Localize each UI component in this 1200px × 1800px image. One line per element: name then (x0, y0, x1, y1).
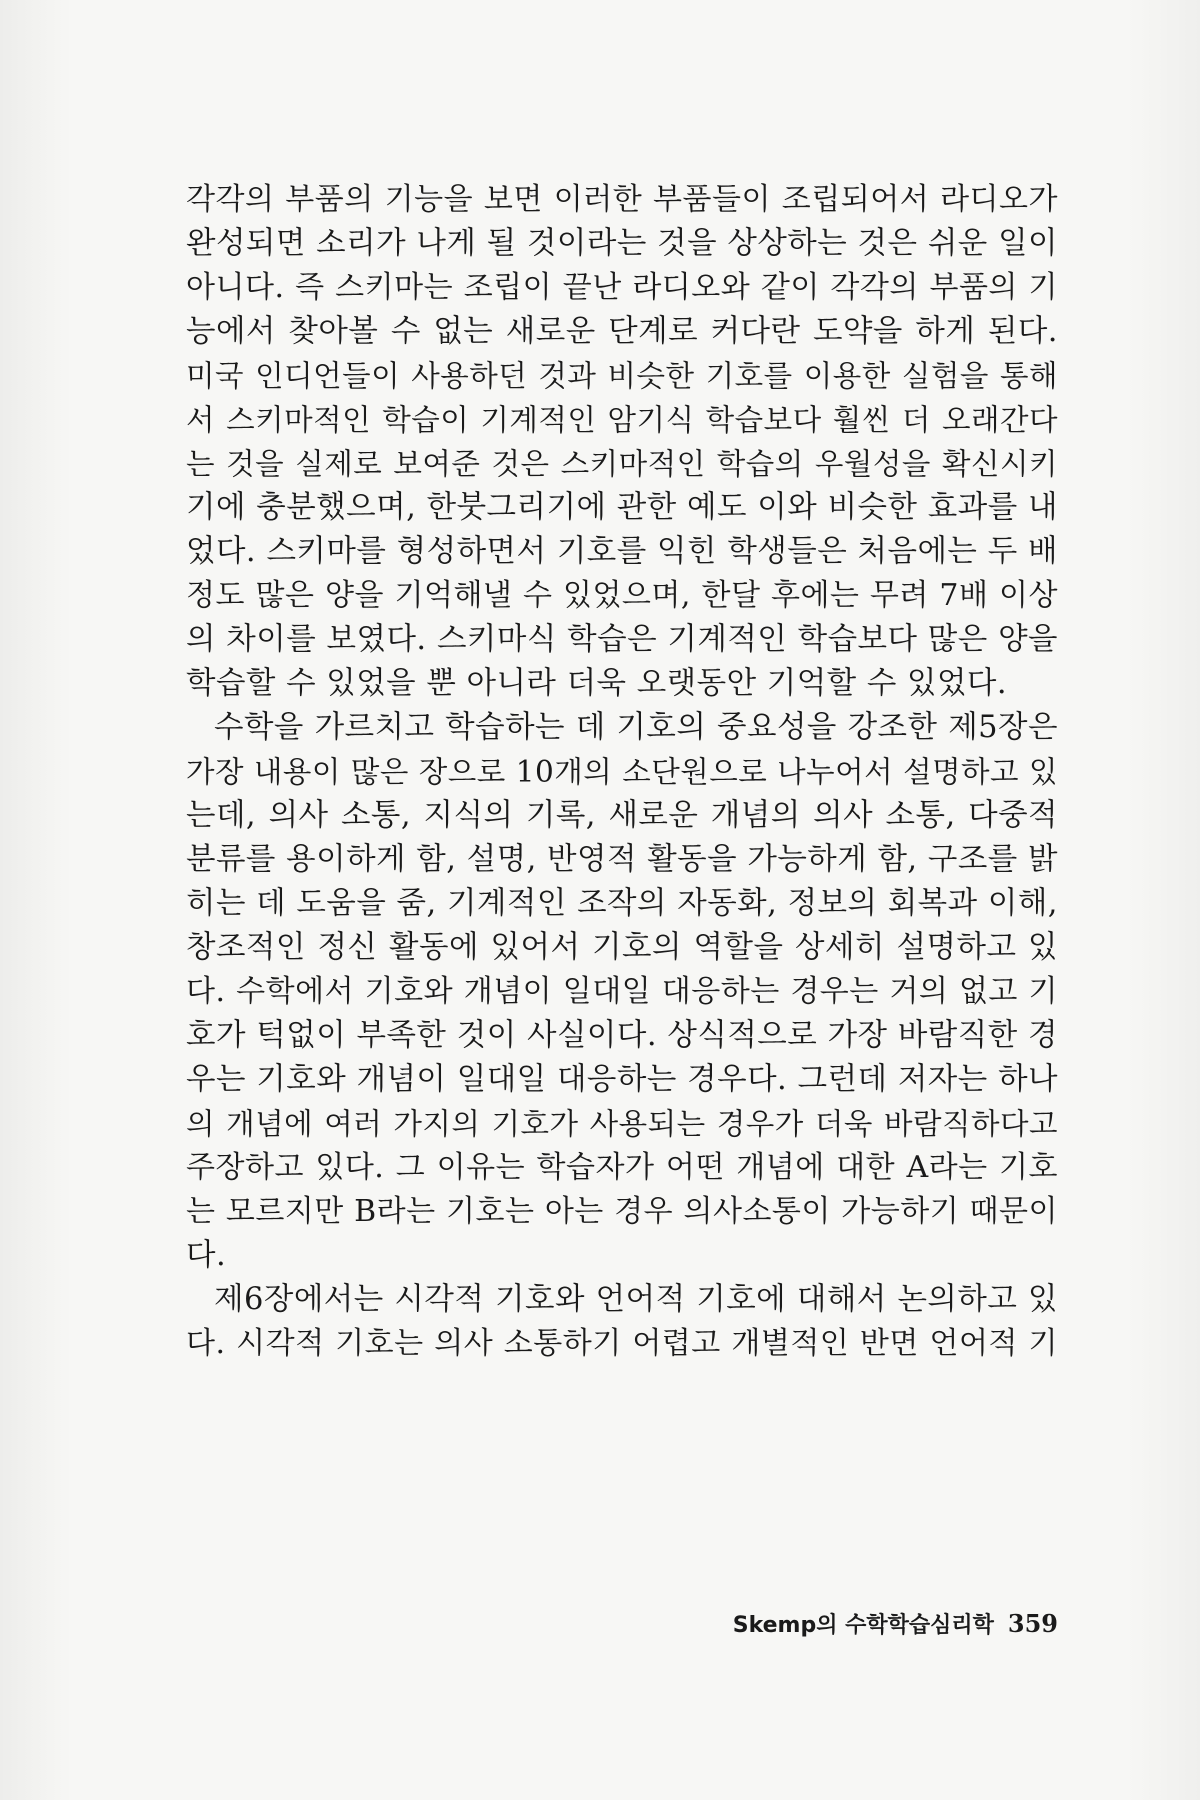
text-line: 호가 턱없이 부족한 것이 사실이다. 상식적으로 가장 바람직한 경 (186, 1018, 1058, 1053)
text-line: 미국 인디언들이 사용하던 것과 비슷한 기호를 이용한 실험을 통해 (186, 359, 1058, 393)
text-line: 주장하고 있다. 그 이유는 학습자가 어떤 개념에 대한 A라는 기호 (186, 1150, 1058, 1185)
running-footer (733, 1608, 1058, 1639)
text-line: 는 모르지만 B라는 기호는 아는 경우 의사소통이 가능하기 때문이 (186, 1194, 1058, 1229)
text-line: 는 것을 실제로 보여준 것은 스키마적인 학습의 우월성을 확신시키 (186, 447, 1058, 481)
text-line: 아니다. 즉 스키마는 조립이 끝난 라디오와 같이 각각의 부품의 기 (186, 270, 1058, 305)
text-line: 능에서 찾아볼 수 없는 새로운 단계로 커다란 도약을 하게 된다. (186, 314, 1058, 349)
body-text (186, 178, 1058, 1366)
text-line: 기에 충분했으며, 한붓그리기에 관한 예도 이와 비슷한 효과를 내 (186, 490, 1058, 525)
text-line: 학습할 수 있었을 뿐 아니라 더욱 오랫동안 기억할 수 있었다. (186, 666, 1008, 701)
text-line: 의 차이를 보였다. 스키마식 학습은 기계적인 학습보다 많은 양을 (186, 622, 1058, 657)
page-number: 359 (1007, 1609, 1058, 1638)
text-line: 다. 수학에서 기호와 개념이 일대일 대응하는 경우는 거의 없고 기 (186, 974, 1058, 1009)
text-line: 각각의 부품의 기능을 보면 이러한 부품들이 조립되어서 라디오가 (186, 182, 1058, 217)
text-line: 다. (186, 1238, 227, 1273)
text-line: 다. 시각적 기호는 의사 소통하기 어렵고 개별적인 반면 언어적 기 (186, 1326, 1058, 1361)
text-line: 는데, 의사 소통, 지식의 기록, 새로운 개념의 의사 소통, 다중적 (186, 798, 1058, 833)
text-line: 정도 많은 양을 기억해낼 수 있었으며, 한달 후에는 무려 7배 이상 (186, 578, 1058, 613)
text-line: 창조적인 정신 활동에 있어서 기호의 역할을 상세히 설명하고 있 (186, 930, 1058, 965)
text-line: 었다. 스키마를 형성하면서 기호를 익힌 학생들은 처음에는 두 배 (186, 534, 1058, 569)
text-line: 우는 기호와 개념이 일대일 대응하는 경우다. 그런데 저자는 하나 (186, 1062, 1058, 1097)
text-line: 분류를 용이하게 함, 설명, 반영적 활동을 가능하게 함, 구조를 밝 (186, 842, 1058, 877)
book-title: Skemp의 수학학습심리학 (732, 1613, 994, 1638)
text-line: 히는 데 도움을 줌, 기계적인 조작의 자동화, 정보의 회복과 이해, (186, 886, 1058, 921)
text-line: 완성되면 소리가 나게 될 것이라는 것을 상상하는 것은 쉬운 일이 (186, 226, 1058, 261)
text-line: 가장 내용이 많은 장으로 10개의 소단원으로 나누어서 설명하고 있 (186, 755, 1058, 789)
text-line: 서 스키마적인 학습이 기계적인 암기식 학습보다 훨씬 더 오래간다 (186, 403, 1058, 437)
text-line: 의 개념에 여러 가지의 기호가 사용되는 경우가 더욱 바람직하다고 (186, 1107, 1058, 1141)
text-line: 제6장에서는 시각적 기호와 언어적 기호에 대해서 논의하고 있 (214, 1282, 1058, 1317)
text-line: 수학을 가르치고 학습하는 데 기호의 중요성을 강조한 제5장은 (214, 710, 1058, 745)
